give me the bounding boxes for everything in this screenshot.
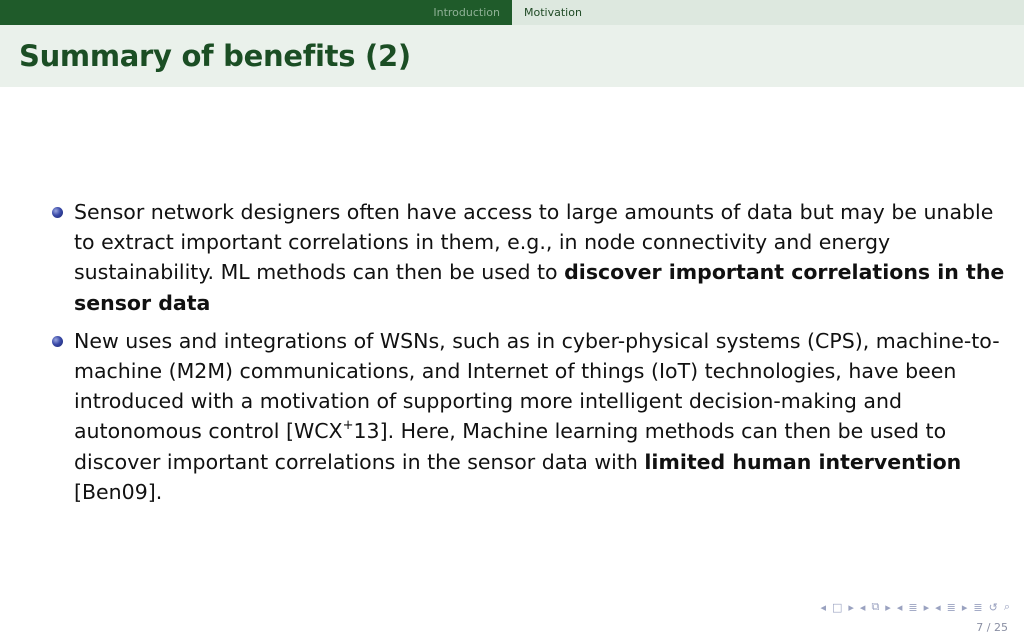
bullet-1-bold-text: discover important correlations in the sensor data bbox=[74, 260, 1005, 315]
navbar-right-panel bbox=[512, 0, 1024, 25]
nav-section-icon[interactable]: ≣ bbox=[908, 600, 918, 614]
nav-prev-frame-icon[interactable]: ◂ bbox=[820, 600, 826, 614]
nav-next-document-icon[interactable]: ▸ bbox=[961, 600, 968, 614]
bullet-dot-icon bbox=[52, 207, 63, 218]
frame-title: Summary of benefits (2) bbox=[19, 39, 411, 73]
nav-next-subsection-icon[interactable]: ▸ bbox=[885, 600, 891, 614]
nav-appendix-icon[interactable]: ≣ bbox=[973, 600, 983, 614]
nav-back-icon[interactable]: ↺ bbox=[988, 600, 998, 614]
nav-prev-document-icon[interactable]: ◂ bbox=[935, 600, 941, 614]
nav-document-icon[interactable]: ≣ bbox=[946, 600, 956, 614]
nav-section-introduction[interactable]: Introduction bbox=[433, 6, 500, 19]
page-number: 7 / 25 bbox=[976, 621, 1008, 634]
navbar-left-panel bbox=[0, 0, 512, 25]
bullet-2-superscript: + bbox=[342, 417, 354, 433]
section-navbar bbox=[0, 0, 1024, 25]
nav-frame-icon[interactable]: □ bbox=[831, 600, 843, 614]
bullet-2-text-start: New uses and integrations of WSNs, such as in cyber-physical systems (CPS), machine-to-machine (M2M) communications, and Internet of things (IoT) technologies, have been introduced with a motivation of supporting more intelligent decision-making and autonomous control [WCX bbox=[74, 328, 1000, 444]
beamer-navigation-controls bbox=[820, 600, 1010, 614]
nav-prev-section-icon[interactable]: ◂ bbox=[896, 600, 903, 614]
bullet-item-1 bbox=[48, 197, 1008, 318]
frame-title-bar bbox=[0, 25, 1024, 87]
nav-search-icon[interactable]: ⌕ bbox=[1003, 600, 1010, 613]
bullet-2-text-middle: 13]. Here, Machine learning methods can then be used to discover important correlations in the sensor data with bbox=[74, 419, 947, 474]
nav-subsection-icon[interactable]: ⧉ bbox=[871, 600, 880, 613]
bullet-dot-icon bbox=[52, 336, 63, 347]
slide-content bbox=[48, 197, 1008, 515]
bullet-2-bold-text: limited human intervention bbox=[644, 449, 962, 474]
bullet-item-2 bbox=[48, 326, 1008, 507]
bullet-2-text-end: [Ben09]. bbox=[74, 479, 163, 504]
nav-prev-subsection-icon[interactable]: ◂ bbox=[859, 600, 866, 614]
nav-next-section-icon[interactable]: ▸ bbox=[923, 600, 930, 614]
nav-next-frame-icon[interactable]: ▸ bbox=[848, 600, 854, 614]
nav-section-motivation[interactable]: Motivation bbox=[524, 6, 582, 19]
bullet-1-text: Sensor network designers often have access to large amounts of data but may be unable to extract important correlations in them, e.g., in node connectivity and energy sustainability. ML methods can then be used to bbox=[74, 200, 994, 285]
